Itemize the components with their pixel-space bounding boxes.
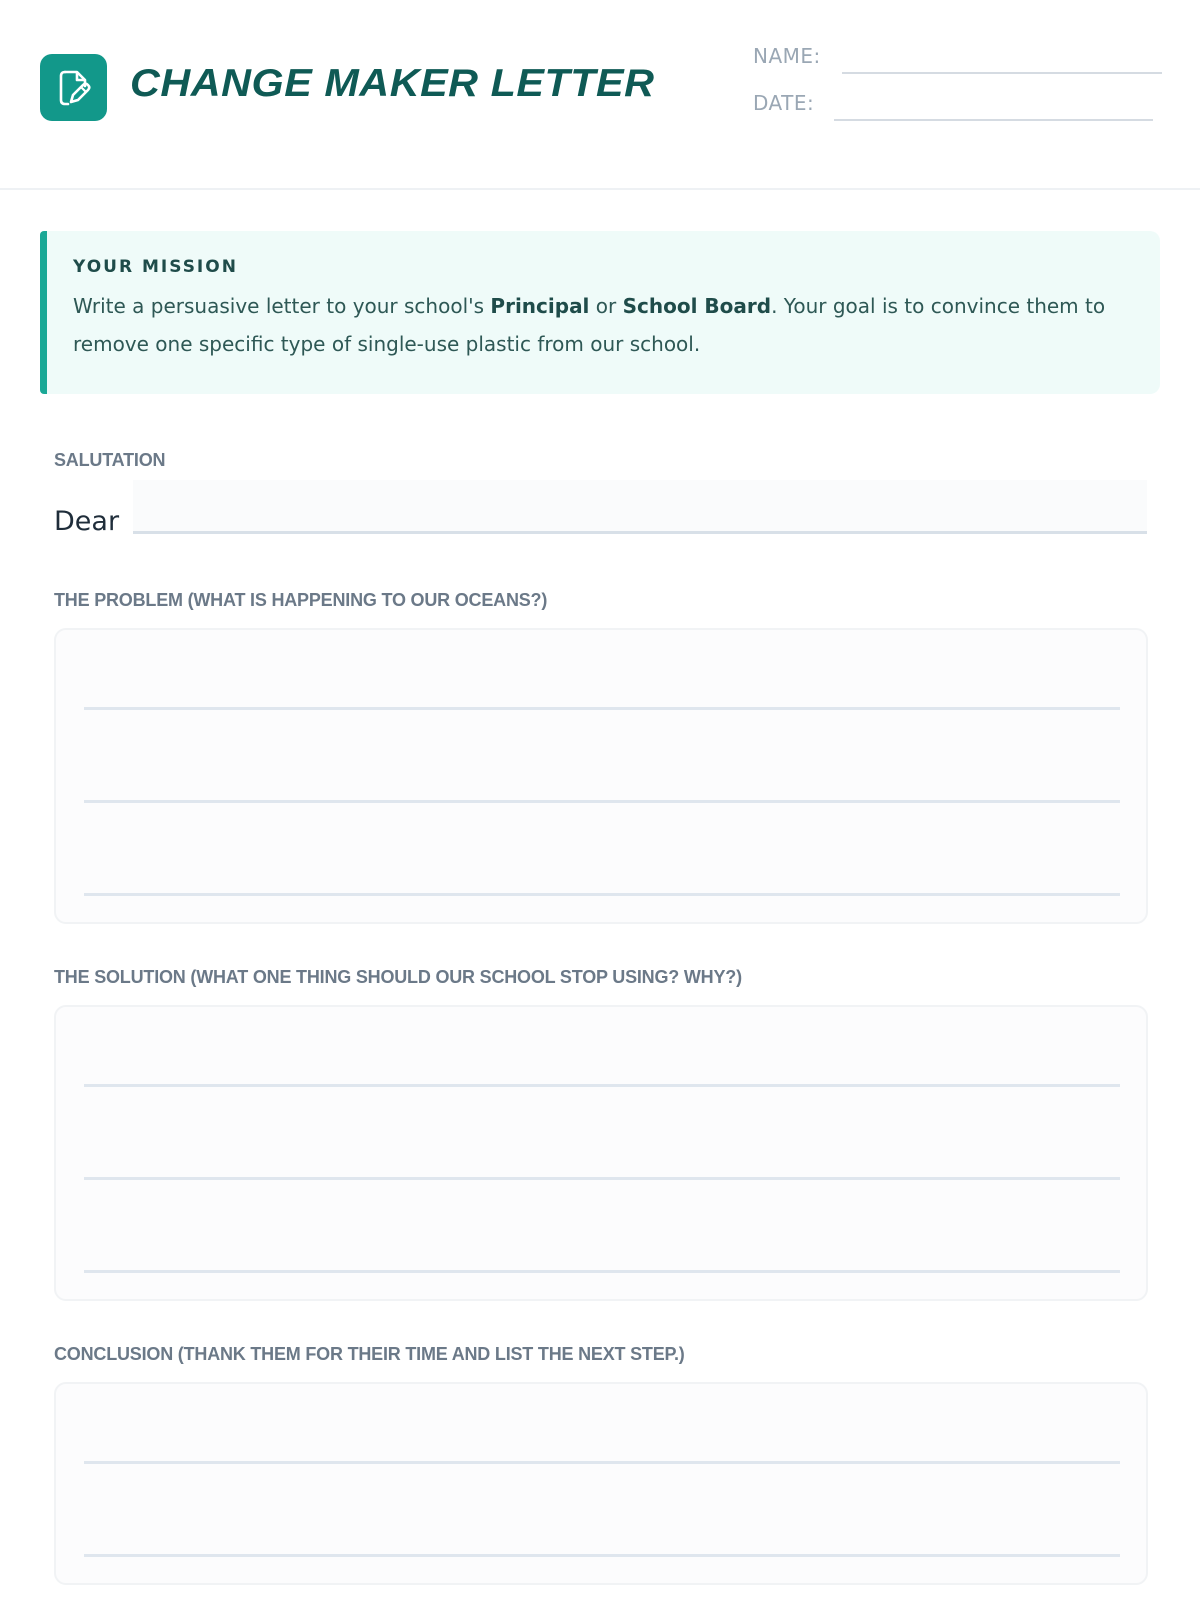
writing-line xyxy=(84,1270,1120,1273)
conclusion-label: CONCLUSION (THANK THEM FOR THEIR TIME AND LIST THE NEXT STEP.) xyxy=(54,1344,685,1364)
writing-line xyxy=(84,1084,1120,1087)
problem-label: THE PROBLEM (WHAT IS HAPPENING TO OUR OCEANS?) xyxy=(54,590,548,610)
file-pen-icon xyxy=(56,69,92,107)
date-field[interactable] xyxy=(834,119,1153,121)
logo-badge xyxy=(40,54,107,121)
mission-callout xyxy=(40,231,1160,394)
date-label: DATE: xyxy=(753,91,815,115)
writing-line xyxy=(84,893,1120,896)
mission-emphasis-school-board: School Board xyxy=(622,294,772,318)
name-label: NAME: xyxy=(753,44,821,68)
name-field[interactable] xyxy=(842,72,1162,74)
mission-text: Write a persuasive letter to your school's Principal or School Board. Your goal is to convince them to remove one specific type of single-use plastic from our school. xyxy=(73,294,1106,356)
salutation-prefix: Dear xyxy=(54,506,120,537)
worksheet-header xyxy=(0,0,1200,190)
writing-line xyxy=(84,1461,1120,1464)
writing-line xyxy=(84,1554,1120,1557)
problem-writing-box[interactable] xyxy=(54,628,1148,924)
writing-line xyxy=(84,707,1120,710)
writing-line xyxy=(84,800,1120,803)
conclusion-writing-box[interactable] xyxy=(54,1382,1148,1585)
salutation-label: SALUTATION xyxy=(54,450,166,470)
page-title: CHANGE MAKER LETTER xyxy=(130,62,655,105)
writing-line xyxy=(84,1177,1120,1180)
solution-label: THE SOLUTION (WHAT ONE THING SHOULD OUR SCHOOL STOP USING? WHY?) xyxy=(54,967,742,987)
mission-heading: YOUR MISSION xyxy=(73,257,238,277)
mission-emphasis-principal: Principal xyxy=(490,294,590,318)
solution-writing-box[interactable] xyxy=(54,1005,1148,1301)
salutation-input[interactable] xyxy=(133,480,1147,534)
